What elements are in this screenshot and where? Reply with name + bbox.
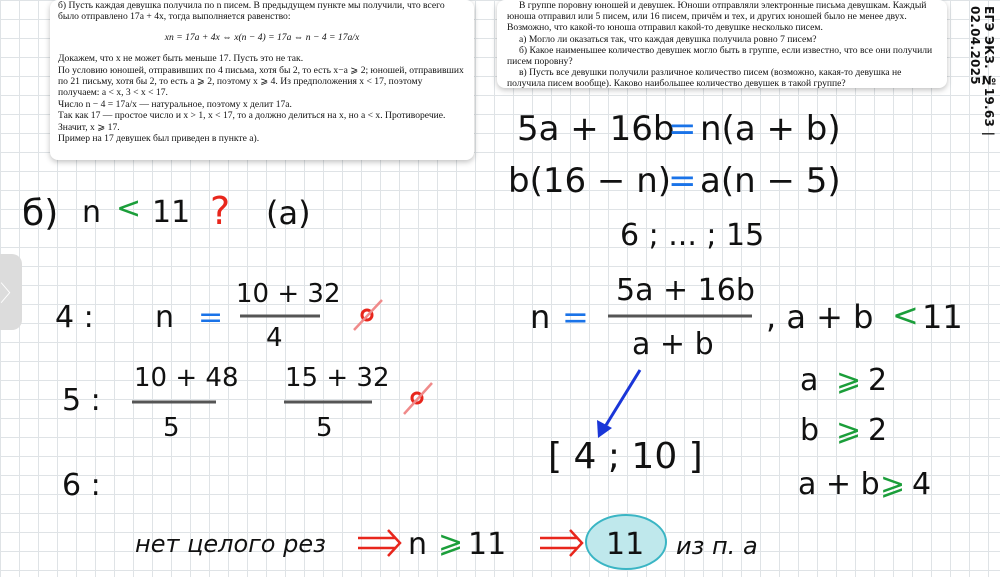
problem-statement: В группе поровну юношей и девушек. Юноши отправляли электронные письма девушкам. Каждый юноша отправил или 5 писем, или 16 писем, причём и тех, и других юношей было не менее двух. Возможно, что какой-то юноша отправил какой-то девушке несколько писем. — [507, 0, 927, 34]
row4-label: 4 : — [55, 300, 94, 335]
cond-geq: ⩾ — [880, 467, 906, 502]
sum-a-b: , a + b — [766, 298, 874, 336]
eq2-equals: = — [668, 161, 697, 201]
row4-n: n — [155, 300, 175, 335]
eq1-rhs: n(a + b) — [700, 109, 841, 149]
frac-denominator: a + b — [632, 327, 714, 362]
eq2-rhs: a(n − 5) — [700, 161, 841, 201]
part-b-label: б) — [22, 193, 59, 234]
cond-2: 2 — [868, 413, 888, 448]
cond-a: a — [800, 363, 819, 398]
eq1-equals: = — [668, 109, 697, 149]
cond-2: 2 — [868, 363, 888, 398]
bottom-11: 11 — [468, 527, 507, 562]
bottom-geq: ⩾ — [438, 525, 464, 560]
reference-part-a: из п. а — [676, 532, 758, 560]
cond-4: 4 — [912, 467, 932, 502]
row5-numerator-2: 15 + 32 — [285, 363, 390, 393]
bottom-n: n — [408, 527, 428, 562]
solution-paragraph: Так как 17 — простое число и x > 1, x < 17, то a должно делиться на x, но a < x. Противоречие. Значит, x ⩾ 17. — [58, 110, 446, 133]
conclusion-text: нет целого рез — [135, 530, 326, 558]
solution-paragraph: По условию юношей, отправивших по 4 письма, хотя бы 2, то есть x−a ⩾ 2; юношей, отправивших по 21 письму, хотя бы 2, то есть a ⩾ 2, поэтому x ⩾ 4. Из предположения x < 17, поэтому получаем: a < x, 3 < x < 17. — [58, 64, 464, 99]
row4-numerator: 10 + 32 — [236, 279, 341, 309]
question-c: в) Пусть все девушки получили различное количество писем (возможно, какая-то девушка не получила писем вообще). Каково наибольшее количество девушек в такой группе? — [507, 67, 902, 90]
range-6-15: 6 ; ... ; 15 — [620, 218, 765, 253]
solution-equation: xn = 17a + 4x ⇔ x(n − 4) = 17a ⇔ n − 4 = 17a/x — [164, 31, 360, 43]
row5-denominator-1: 5 — [163, 413, 180, 443]
question-a: а) Могло ли оказаться так, что каждая девушка получила ровно 7 писем? — [519, 33, 817, 45]
question-b: б) Какое наименьшее количество девушек могло быть в группе, если известно, что все они получили писем поровну? — [507, 44, 933, 68]
value-11: 11 — [152, 195, 191, 230]
interval-4-10: [ 4 ; 10 ] — [548, 436, 703, 477]
cond-geq: ⩾ — [836, 363, 862, 398]
ref-part-a: (a) — [266, 194, 311, 232]
sum-less-than: < — [892, 296, 919, 334]
exam-id-label: ЕГЭ ЭКЗ. №19.63 | 02.04.2025 — [968, 6, 996, 137]
answer-11: 11 — [606, 527, 645, 562]
cond-sum: a + b — [798, 467, 880, 502]
row6-label: 6 : — [62, 468, 101, 503]
frac-equals: = — [562, 298, 589, 336]
solution-paragraph: б) Пусть каждая девушка получила по n писем. В предыдущем пункте мы получили, что всего было отправлено 17a + 4x, тогда выполняется равенство: — [58, 0, 445, 23]
question-mark: ? — [210, 189, 231, 233]
row4-equals: = — [198, 300, 224, 335]
frac-n: n — [530, 298, 551, 336]
row5-label: 5 : — [62, 383, 101, 418]
row5-numerator-1: 10 + 48 — [134, 363, 239, 393]
implies-arrow — [540, 530, 582, 556]
implies-arrow — [358, 530, 400, 556]
solution-paragraph: Докажем, что x не может быть меньше 17. Пусть это не так. — [58, 53, 304, 65]
row4-denominator: 4 — [266, 323, 283, 353]
frac-numerator: 5a + 16b — [616, 273, 755, 308]
cond-geq: ⩾ — [836, 413, 862, 448]
eq2-lhs: b(16 − n) — [508, 161, 672, 201]
arrow — [603, 370, 640, 430]
var-n: n — [82, 195, 102, 230]
solution-paragraph: Число n − 4 = 17a/x — натуральное, поэтому x делит 17a. — [58, 98, 292, 110]
less-than-sign: < — [116, 191, 142, 226]
chevron-right-icon: 〉 — [0, 281, 23, 307]
sum-bound-11: 11 — [922, 298, 963, 336]
row5-denominator-2: 5 — [316, 413, 333, 443]
cond-b: b — [800, 413, 820, 448]
eq1-lhs: 5a + 16b — [517, 109, 675, 149]
solution-paragraph: Пример на 17 девушек был приведен в пункте а). — [58, 133, 260, 145]
